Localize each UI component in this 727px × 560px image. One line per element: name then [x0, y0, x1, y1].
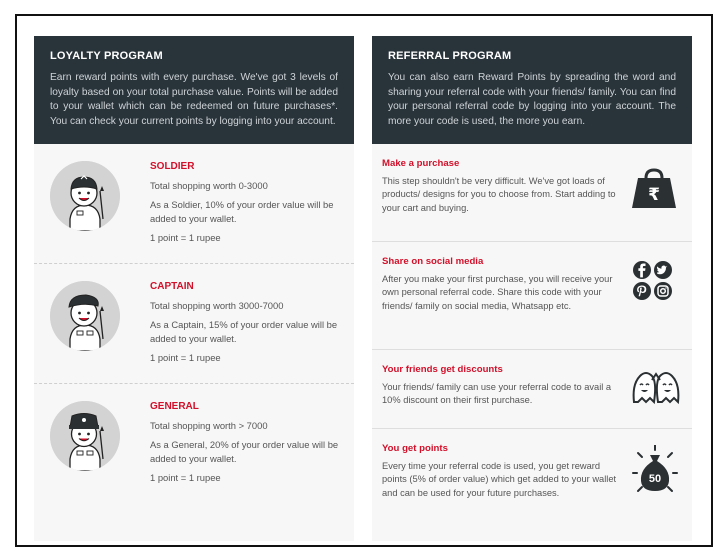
general-details [150, 401, 346, 485]
level-benefit: As a General, 20% of your order value will be added to your wallet. [150, 439, 339, 464]
loyalty-header [34, 36, 354, 144]
referral-program-panel [372, 36, 692, 541]
level-range: Total shopping worth 3000-7000 [150, 300, 284, 311]
level-rate: 1 point = 1 rupee [150, 352, 221, 364]
loyalty-level-soldier [34, 144, 354, 264]
step-text [382, 158, 618, 215]
loyalty-level-captain [34, 264, 354, 384]
social-media-icons [632, 260, 674, 302]
step-description: Your friends/ family can use your referral code to avail a 10% discount on their first purchase. [382, 382, 612, 406]
step-title: Make a purchase [382, 158, 460, 169]
level-range: Total shopping worth > 7000 [150, 420, 268, 431]
step-title: Your friends get discounts [382, 364, 503, 375]
loyalty-program-panel [34, 36, 354, 541]
step-text [382, 443, 618, 500]
loyalty-description: Earn reward points with every purchase. We've got 3 levels of loyalty based on your total purchase value. Points will be added to your wallet which can be redeemed on future purchases*. You can check your current points by logging into your account. [50, 72, 338, 127]
referral-step-discounts [372, 350, 692, 429]
screenshot-frame [15, 14, 713, 547]
step-description: After you make your first purchase, you will receive your own personal referral code. Share this code with your friends/ family on social media, Whatsapp etc. [382, 274, 613, 311]
captain-details [150, 281, 346, 365]
step-text [382, 364, 618, 408]
level-benefit: As a Soldier, 10% of your order value will be added to your wallet. [150, 199, 334, 224]
level-name: GENERAL [150, 401, 199, 412]
step-text [382, 256, 618, 313]
pinterest-icon [633, 282, 651, 300]
step-title: Share on social media [382, 256, 484, 267]
svg-text:₹: ₹ [648, 185, 660, 205]
captain-avatar-icon [50, 281, 120, 351]
happy-ghosts-icon [630, 368, 682, 406]
step-description: This step shouldn't be very difficult. We've got loads of products/ designs for you to choose from. Start adding to your cart and buying. [382, 176, 616, 213]
step-description: Every time your referral code is used, you get reward points (5% of order value) which get added to your wallet and can be used for your future purchases. [382, 461, 617, 498]
column-gap [354, 36, 372, 541]
soldier-avatar-icon [50, 161, 120, 231]
level-benefit: As a Captain, 15% of your order value will be added to your wallet. [150, 319, 338, 344]
general-avatar-icon [50, 401, 120, 471]
referral-header [372, 36, 692, 144]
soldier-details [150, 161, 346, 245]
referral-description: You can also earn Reward Points by spreading the word and sharing your referral code with your friends/ family. You can find your personal referral code by logging into your account. The more your code is used, the more you earn. [388, 72, 676, 127]
level-name: SOLDIER [150, 161, 195, 172]
referral-title: REFERRAL PROGRAM [388, 50, 512, 62]
step-title: You get points [382, 443, 448, 454]
referral-step-points [372, 429, 692, 541]
loyalty-title: LOYALTY PROGRAM [50, 50, 163, 62]
rupee-bag-icon [630, 168, 678, 210]
referral-step-purchase [372, 144, 692, 242]
loyalty-level-general [34, 384, 354, 504]
level-range: Total shopping worth 0-3000 [150, 180, 268, 191]
twitter-icon [654, 261, 672, 279]
facebook-icon [633, 261, 651, 279]
level-name: CAPTAIN [150, 281, 194, 292]
instagram-icon [654, 282, 672, 300]
level-rate: 1 point = 1 rupee [150, 472, 221, 484]
program-panels [34, 36, 692, 541]
referral-step-share [372, 242, 692, 350]
level-rate: 1 point = 1 rupee [150, 232, 221, 244]
points-badge: 50 [648, 473, 662, 485]
money-bag-icon [632, 445, 678, 495]
